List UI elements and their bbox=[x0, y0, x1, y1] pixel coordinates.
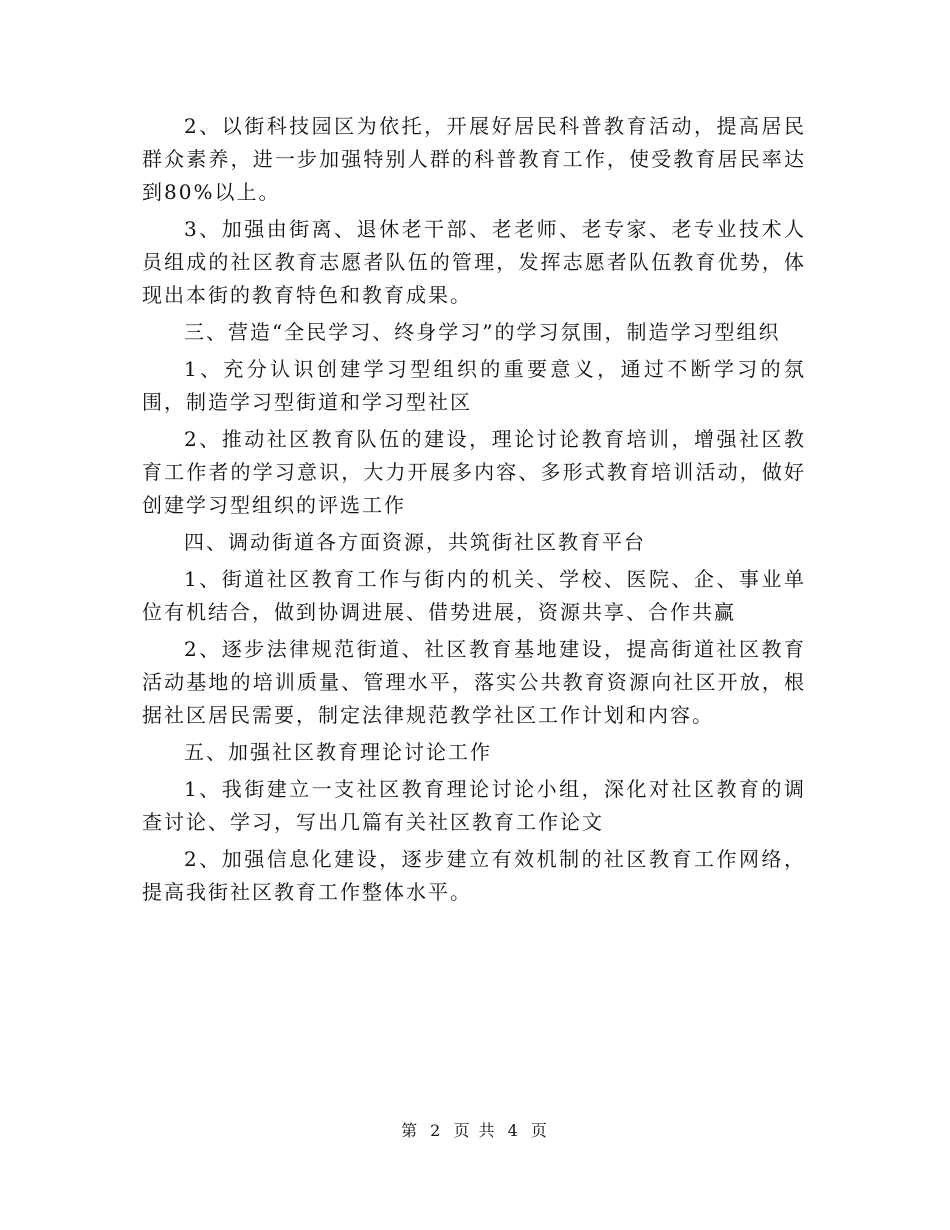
section-heading-5: 五、加强社区教育理论讨论工作 bbox=[184, 740, 492, 764]
paragraph-7: 1、我街建立一支社区教育理论讨论小组，深化对社区教育的调查讨论、学习，写出几篇有关社区教育工作论文 bbox=[142, 777, 806, 834]
footer-suffix: 页 bbox=[530, 1121, 549, 1140]
footer-current-page: 2 bbox=[430, 1121, 443, 1140]
paragraph-6: 2、逐步法律规范街道、社区教育基地建设，提高街道社区教育活动基地的培训质量、管理水平，落实公共教育资源向社区开放，根据社区居民需要，制定法律规范教学社区工作计划和内容。 bbox=[142, 637, 806, 727]
footer-total-pages: 4 bbox=[507, 1121, 520, 1140]
section-heading-4: 四、调动街道各方面资源，共筑街社区教育平台 bbox=[184, 530, 646, 554]
paragraph-1: 2、以街科技园区为依托，开展好居民科普教育活动，提高居民群众素养，进一步加强特别人群的科普教育工作，使受教育居民率达到80%以上。 bbox=[142, 114, 806, 204]
footer-prefix: 第 bbox=[401, 1121, 420, 1140]
paragraph-4: 2、推动社区教育队伍的建设，理论讨论教育培训，增强社区教育工作者的学习意识，大力开展多内容、多形式教育培训活动，做好创建学习型组织的评选工作 bbox=[142, 427, 806, 517]
paragraph-8: 2、加强信息化建设，逐步建立有效机制的社区教育工作网络，提高我街社区教育工作整体水平。 bbox=[142, 847, 806, 904]
page-footer bbox=[0, 1118, 950, 1141]
paragraph-5: 1、街道社区教育工作与街内的机关、学校、医院、企、事业单位有机结合，做到协调进展、借势进展，资源共享、合作共赢 bbox=[142, 567, 806, 624]
paragraph-2: 3、加强由街离、退休老干部、老老师、老专家、老专业技术人员组成的社区教育志愿者队伍的管理，发挥志愿者队伍教育优势，体现出本街的教育特色和教育成果。 bbox=[142, 217, 806, 307]
paragraph-3: 1、充分认识创建学习型组织的重要意义，通过不断学习的氛围，制造学习型街道和学习型社区 bbox=[142, 357, 806, 414]
section-heading-3: 三、营造“全民学习、终身学习”的学习氛围，制造学习型组织 bbox=[184, 320, 781, 344]
footer-middle: 页 共 bbox=[453, 1121, 497, 1140]
document-body bbox=[142, 110, 806, 913]
